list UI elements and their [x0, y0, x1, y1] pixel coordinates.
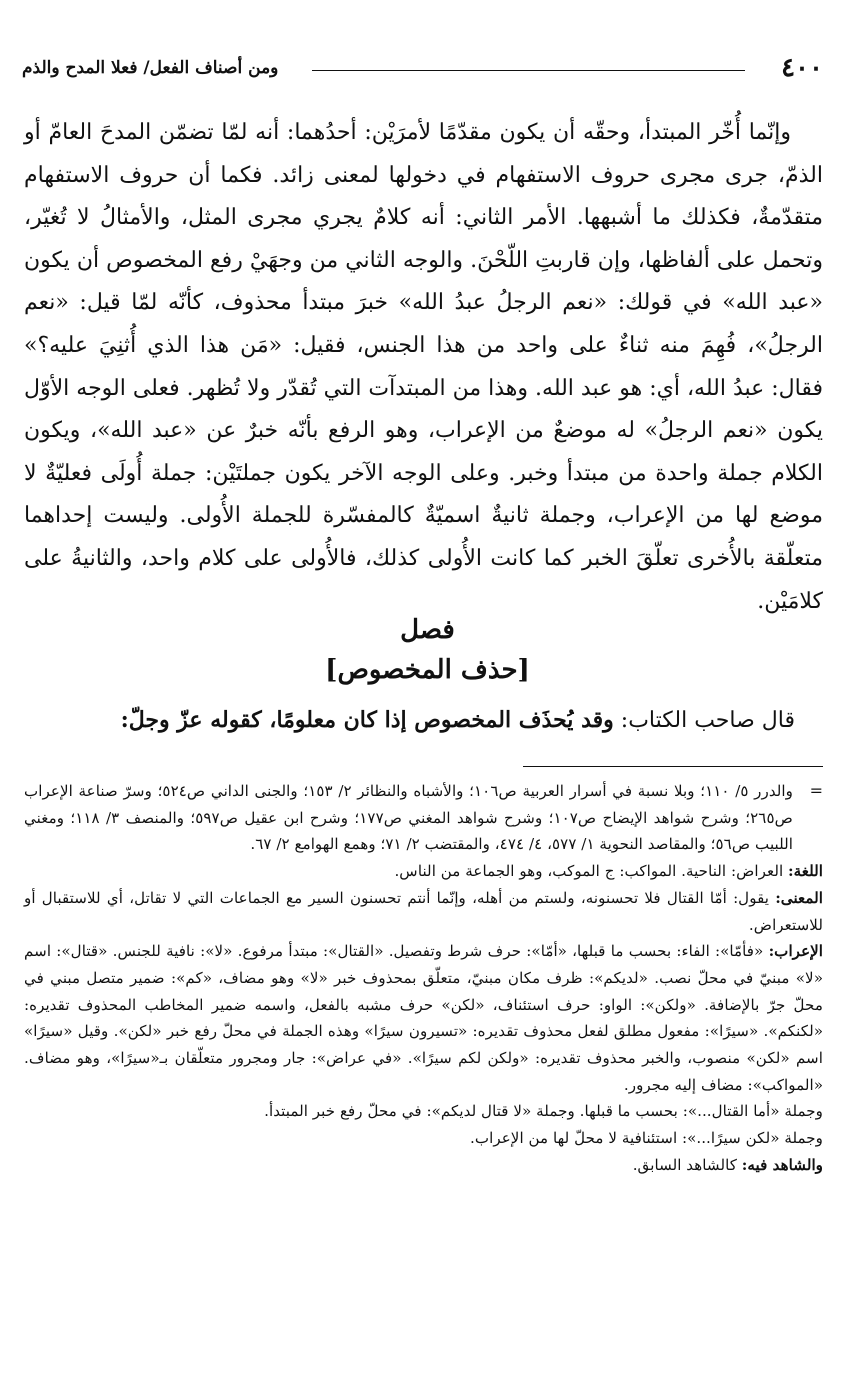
author-quote: [24, 700, 795, 741]
footnote-separator: [523, 766, 823, 767]
footnote-jumal-1: وجملة «أما القتال...»: بحسب ما قبلها. وجملة «لا قتال لديكم»: في محلّ رفع خبر المبتدأ.: [264, 1102, 823, 1121]
quote-intro: قال صاحب الكتاب:: [620, 708, 795, 733]
page-number: ٤٠٠: [781, 53, 823, 83]
footnote-maana: [24, 885, 823, 938]
page-header: [22, 52, 823, 88]
footnote-lugha: [24, 858, 823, 885]
footnote-shahid: [24, 1152, 823, 1179]
shahid-text: كالشاهد السابق.: [632, 1155, 737, 1174]
continuation-mark: =: [809, 781, 823, 800]
footnotes: [24, 778, 823, 1179]
section-title: فصل: [400, 615, 455, 645]
section-subtitle: [حذف المخصوص]: [325, 655, 530, 685]
header-rule: [312, 70, 745, 71]
shahid-label: والشاهد فيه:: [741, 1155, 823, 1174]
maana-text: يقول: أمّا القتال فلا تحسنونه، ولستم من أهله، وإنّما أنتم تحسنون السير مع الجماعات التي لا تقاتل، أي للاستقبال أو للاستعراض.: [24, 888, 823, 934]
main-text: [24, 112, 823, 623]
lugha-text: العراض: الناحية. المواكب: ج الموكب، وهو الجماعة من الناس.: [394, 862, 784, 881]
irab-text: «فأمّا»: الفاء: بحسب ما قبلها، «أمّا»: حرف شرط وتفصيل. «القتال»: مبتدأ مرفوع. «لا»: نافية للجنس. «قتال»: اسم «لا» مبنيّ في محلّ نصب. «لديكم»: ظرف مكان مبنيّ، متعلّق بمحذوف خبر «لا» وهو مضاف، «كم»: ضمير متصل مبني في محلّ جرّ بالإضافة. «ولكن»: الواو: حرف استئناف، «لكن» حرف مشبه بالفعل، واسمه ضمير المخاطب المحذوف تقديره: «لكنكم». «سيرًا»: مفعول مطلق لفعل محذوف تقديره: «تسيرون سيرًا» وهذه الجملة في محلّ رفع خبر «لكن». وقيل «سيرًا» اسم «لكن» منصوب، والخبر محذوف تقديره: «ولكن لكم سيرًا». «في عراض»: جار ومجرور متعلّقان بـ«سيرًا»، وهو مضاف. «المواكب»: مضاف إليه مجرور.: [24, 942, 823, 1094]
quote-text: وقد يُحذَف المخصوص إذا كان معلومًا، كقوله عزّ وجلّ:: [120, 707, 614, 733]
footnote-jumal-2: وجملة «لكن سيرًا...»: استئنافية لا محلّ لها من الإعراب.: [470, 1129, 823, 1148]
maana-label: المعنى:: [775, 888, 824, 907]
footnote-sources: [24, 778, 823, 858]
irab-label: الإعراب:: [768, 942, 824, 961]
sources-text: والدرر ٥/ ١١٠؛ وبلا نسبة في أسرار العربية ص١٠٦؛ والأشباه والنظائر ٢/ ١٥٣؛ والجنى الداني ص٥٢٤؛ وسرّ صناعة الإعراب ص٢٦٥؛ وشرح شواهد الإيضاح ص١٠٧؛ وشرح شواهد المغني ص١٧٧؛ وشرح ابن عقيل ص٥٩٧؛ والمنصف ٣/ ١١٨؛ ومغني اللبيب ص٥٦؛ والمقاصد النحوية ١/ ٥٧٧، ٤/ ٤٧٤، والمقتضب ٢/ ٧١؛ وهمع الهوامع ٢/ ٦٧.: [24, 782, 793, 854]
footnote-irab: [24, 938, 823, 1098]
running-title: ومن أصناف الفعل/ فعلا المدح والذم: [22, 58, 279, 78]
lugha-label: اللغة:: [788, 862, 823, 881]
main-paragraph: وإنّما أُخّر المبتدأ، وحقّه أن يكون مقدّمًا لأمرَيْن: أحدُهما: أنه لمّا تضمّن المدحَ العامّ أو الذمّ، جرى مجرى حروف الاستفهام في دخولها لمعنى زائد. فكما أن حروف الاستفهام متقدّمةٌ، فكذلك ما أشبهها. الأمر الثاني: أنه كلامٌ يجري مجرى المثل، والأمثالُ لا تُغيّر، وتحمل على ألفاظها، وإن قاربتِ اللّحْنَ. والوجه الثاني من وجهَيْ رفع المخصوص أن يكون «عبد الله» في قولك: «نعم الرجلُ عبدُ الله» خبرَ مبتدأ محذوف، كأنّه لمّا قيل: «نعم الرجلُ»، فُهِمَ منه ثناءٌ على واحد من هذا الجنس، فقيل: «مَن هذا الذي أُثنِيَ عليه؟» فقال: عبدُ الله، أي: هو عبد الله. وهذا من المبتدآت التي تُقدّر ولا تُظهر. فعلى الوجه الأوّل يكون «نعم الرجلُ» له موضعٌ من الإعراب، وهو الرفع بأنّه خبرٌ عن «عبد الله»، ويكون الكلام جملة واحدة من مبتدأ وخبر. وعلى الوجه الآخر يكون جملتَيْن: جملة أُولَى فعليّةٌ لا موضع لها من الإعراب، وجملة ثانيةٌ اسميّةٌ كالمفسّرة للجملة الأُولى. وليست إحداهما متعلّقة بالأُخرى تعلّقَ الخبر كما كانت الأُولى كذلك، فالأُولى على كلام واحد، والثانيةُ على كلامَيْن.: [24, 120, 823, 614]
